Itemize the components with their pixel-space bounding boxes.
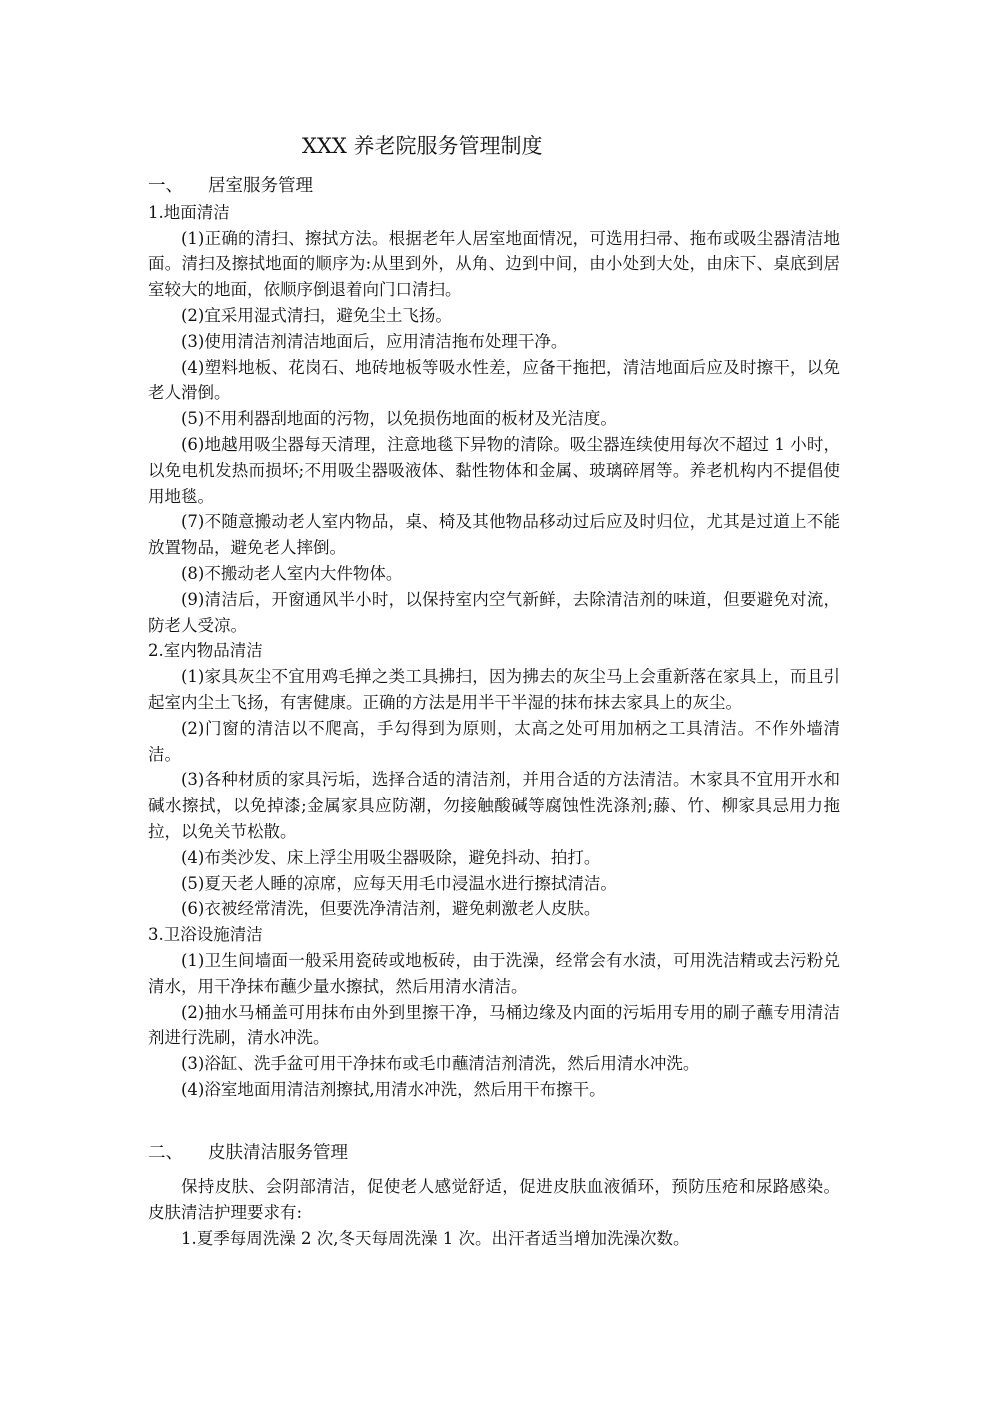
paragraph: (2)抽水马桶盖可用抹布由外到里擦干净，马桶边缘及内面的污垢用专用的刷子蘸专用清洁剂进行洗刷，清水冲洗。 bbox=[148, 1002, 840, 1048]
section-heading-1 bbox=[148, 174, 840, 200]
page-title: XXX 养老院服务管理制度 bbox=[302, 134, 543, 158]
paragraph: (8)不搬动老人室内大件物体。 bbox=[181, 563, 403, 583]
paragraph: (4)塑料地板、花岗石、地砖地板等吸水性差，应备干拖把，清洁地面后应及时擦干，以免老人滑倒。 bbox=[148, 357, 840, 403]
paragraph: (4)浴室地面用清洁剂擦拭,用清水冲洗，然后用干布擦干。 bbox=[181, 1079, 606, 1099]
subsection-heading-items: 2.室内物品清洁 bbox=[148, 641, 263, 661]
paragraph: (6)衣被经常清洗，但要洗净清洁剂，避免刺激老人皮肤。 bbox=[181, 899, 601, 919]
spacer bbox=[148, 1103, 840, 1141]
spacer bbox=[148, 1166, 840, 1174]
section-title: 皮肤清洁服务管理 bbox=[208, 1142, 348, 1163]
paragraph: (3)各种材质的家具污垢，选择合适的清洁剂，并用合适的方法清洁。木家具不宜用开水和碱水擦拭，以免掉漆;金属家具应防潮，勿接触酸碱等腐蚀性洗涤剂;藤、竹、柳家具忌用力拖拉，以免关节松散。 bbox=[148, 770, 840, 841]
paragraph: (3)使用清洁剂清洁地面后，应用清洁拖布处理干净。 bbox=[181, 331, 568, 351]
paragraph: (2)宜采用湿式清扫，避免尘土飞扬。 bbox=[181, 305, 452, 325]
section-heading-2 bbox=[148, 1141, 840, 1167]
paragraph: 保持皮肤、会阴部清洁，促使老人感觉舒适，促进皮肤血液循环，预防压疮和尿路感染。皮肤清洁护理要求有: bbox=[148, 1177, 840, 1223]
subsection-heading-bathroom: 3.卫浴设施清洁 bbox=[148, 925, 263, 945]
paragraph: (9)清洁后，开窗通风半小时，以保持室内空气新鲜，去除清洁剂的味道，但要避免对流，防老人受凉。 bbox=[148, 589, 840, 635]
section-number: 一、 bbox=[148, 176, 183, 196]
paragraph: (2)门窗的清洁以不爬高，手勾得到为原则，太高之处可用加柄之工具清洁。不作外墙清洁。 bbox=[148, 718, 840, 764]
paragraph: (6)地越用吸尘器每天清理，注意地毯下异物的清除。吸尘器连续使用每次不超过 1 小时，以免电机发热而损坏;不用吸尘器吸液体、黏性物体和金属、玻璃碎屑等。养老机构内不提倡使用地毯。 bbox=[148, 434, 840, 506]
paragraph: (3)浴缸、洗手盆可用干净抹布或毛巾蘸清洁剂清洗，然后用清水冲洗。 bbox=[181, 1054, 700, 1074]
paragraph: (4)布类沙发、床上浮尘用吸尘器吸除，避免抖动、拍打。 bbox=[181, 847, 601, 867]
paragraph: (5)夏天老人睡的凉席，应每天用毛巾浸温水进行擦拭清洁。 bbox=[181, 873, 617, 893]
paragraph: (1)家具灰尘不宜用鸡毛掸之类工具拂扫，因为拂去的灰尘马上会重新落在家具上，而且引起室内尘土飞扬，有害健康。正确的方法是用半干半湿的抹布抹去家具上的灰尘。 bbox=[148, 667, 840, 712]
paragraph: (7)不随意搬动老人室内物品，桌、椅及其他物品移动过后应及时归位，尤其是过道上不能放置物品，避免老人摔倒。 bbox=[148, 512, 840, 558]
section-title: 居室服务管理 bbox=[208, 176, 313, 196]
paragraph: (1)正确的清扫、擦拭方法。根据老年人居室地面情况，可选用扫帚、拖布或吸尘器清洁地面。清扫及擦拭地面的顺序为:从里到外，从角、边到中间，由小处到大处，由床下、桌底到居室较大的地面，依顺序倒退着向门口清扫。 bbox=[148, 228, 840, 300]
paragraph: (5)不用利器刮地面的污物，以免损伤地面的板材及光洁度。 bbox=[181, 409, 617, 429]
paragraph: (1)卫生间墙面一般采用瓷砖或地板砖，由于洗澡，经常会有水渍，可用洗洁精或去污粉兑清水，用干净抹布蘸少量水擦拭，然后用清水清洁。 bbox=[148, 950, 840, 996]
paragraph: 1.夏季每周洗澡 2 次,冬天每周洗澡 1 次。出汗者适当增加洗澡次数。 bbox=[181, 1229, 690, 1249]
subsection-heading-floor: 1.地面清洁 bbox=[148, 202, 230, 222]
document-body bbox=[148, 174, 840, 1252]
section-number: 二、 bbox=[148, 1142, 183, 1163]
